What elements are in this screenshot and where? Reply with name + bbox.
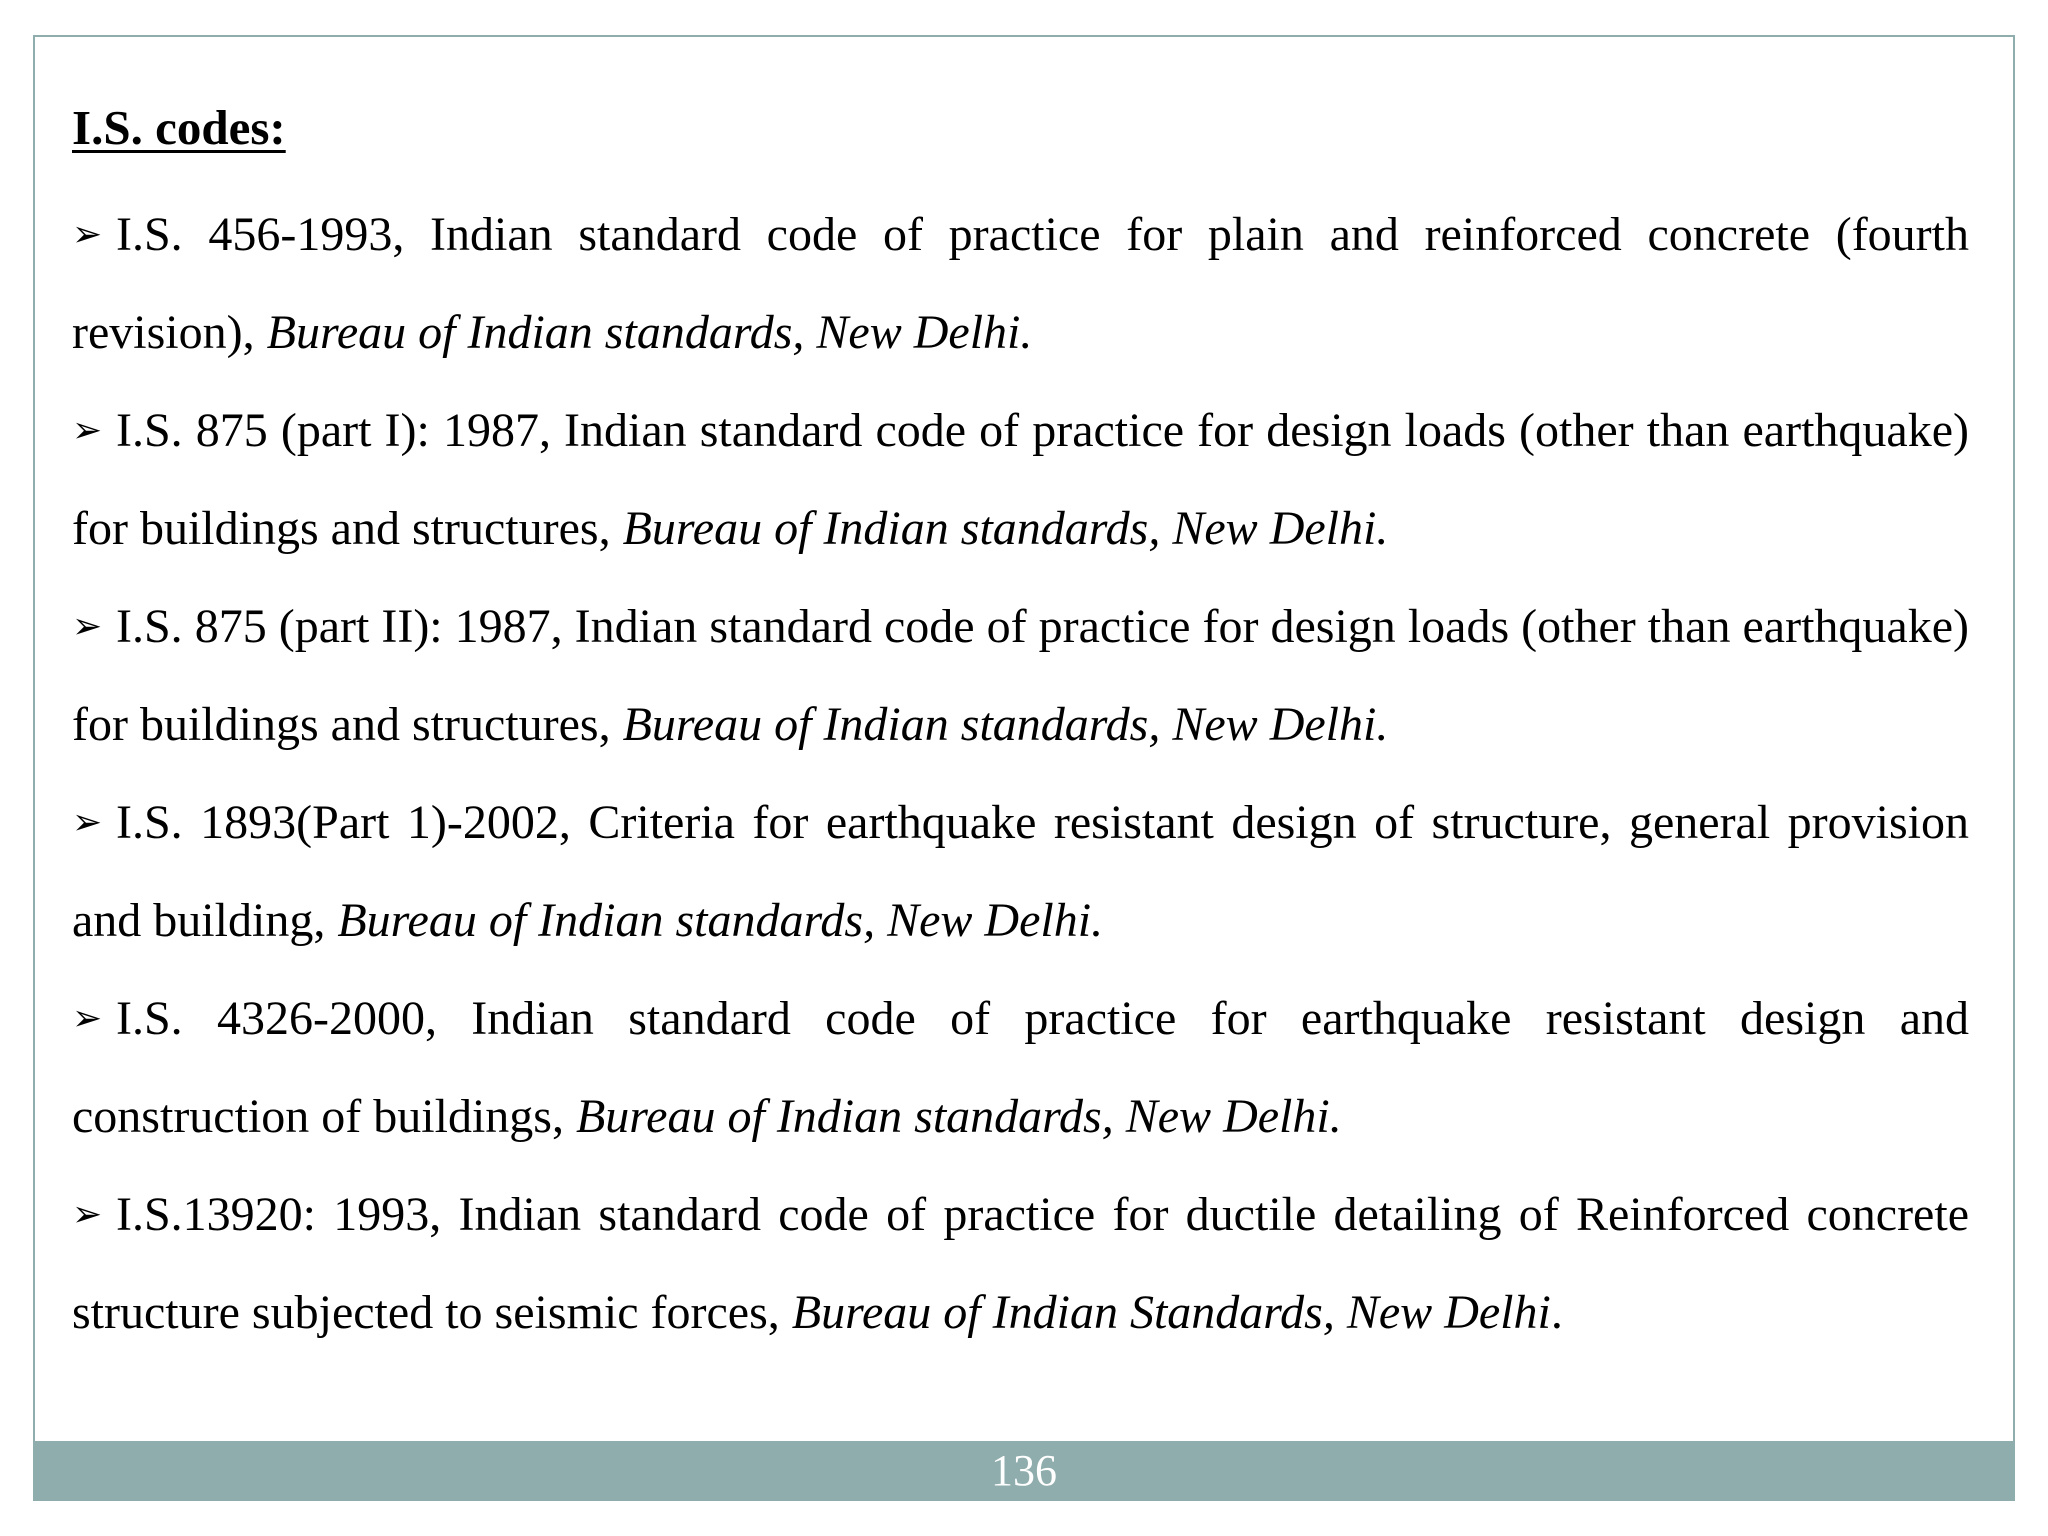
reference-publisher: Bureau of Indian Standards, New Delhi — [791, 1286, 1551, 1339]
list-item — [72, 382, 1969, 578]
arrowhead-bullet-icon: ➢ — [72, 1194, 103, 1235]
arrowhead-bullet-icon: ➢ — [72, 802, 103, 843]
reference-list — [72, 186, 1969, 1362]
reference-text: I.S. 4326-2000, Indian standard code of practice for earthquake resistant design and construction of buildings, — [72, 992, 1969, 1143]
reference-text: I.S. 1893(Part 1)-2002, Criteria for earthquake resistant design of structure, general provision and building, — [72, 796, 1969, 947]
list-item — [72, 970, 1969, 1166]
arrowhead-bullet-icon: ➢ — [72, 410, 103, 451]
page-title: I.S. codes: — [72, 100, 286, 155]
reference-text: I.S. 875 (part II): 1987, Indian standard code of practice for design loads (other than earthquake) for buildings and structures, — [72, 600, 1969, 751]
arrowhead-bullet-icon: ➢ — [72, 606, 103, 647]
arrowhead-bullet-icon: ➢ — [72, 998, 103, 1039]
footer-band — [33, 1441, 2015, 1501]
list-item — [72, 578, 1969, 774]
reference-publisher: Bureau of Indian standards, New Delhi. — [622, 502, 1389, 555]
list-item — [72, 186, 1969, 382]
reference-publisher: Bureau of Indian standards, New Delhi. — [266, 306, 1033, 359]
page-number: 136 — [991, 1446, 1057, 1495]
reference-trailing-period: . — [1550, 1286, 1563, 1339]
list-item — [72, 1166, 1969, 1362]
reference-text: I.S. 456-1993, Indian standard code of practice for plain and reinforced concrete (fourth revision), — [72, 208, 1969, 359]
reference-publisher: Bureau of Indian standards, New Delhi. — [337, 894, 1104, 947]
reference-text: I.S. 875 (part I): 1987, Indian standard code of practice for design loads (other than earthquake) for buildings and structures, — [72, 404, 1969, 555]
arrowhead-bullet-icon: ➢ — [72, 214, 103, 255]
slide-content — [72, 88, 1969, 1362]
reference-publisher: Bureau of Indian standards, New Delhi. — [575, 1090, 1342, 1143]
reference-text: I.S.13920: 1993, Indian standard code of practice for ductile detailing of Reinforced concrete structure subjected to seismic forces, — [72, 1188, 1969, 1339]
list-item — [72, 774, 1969, 970]
reference-publisher: Bureau of Indian standards, New Delhi. — [622, 698, 1389, 751]
